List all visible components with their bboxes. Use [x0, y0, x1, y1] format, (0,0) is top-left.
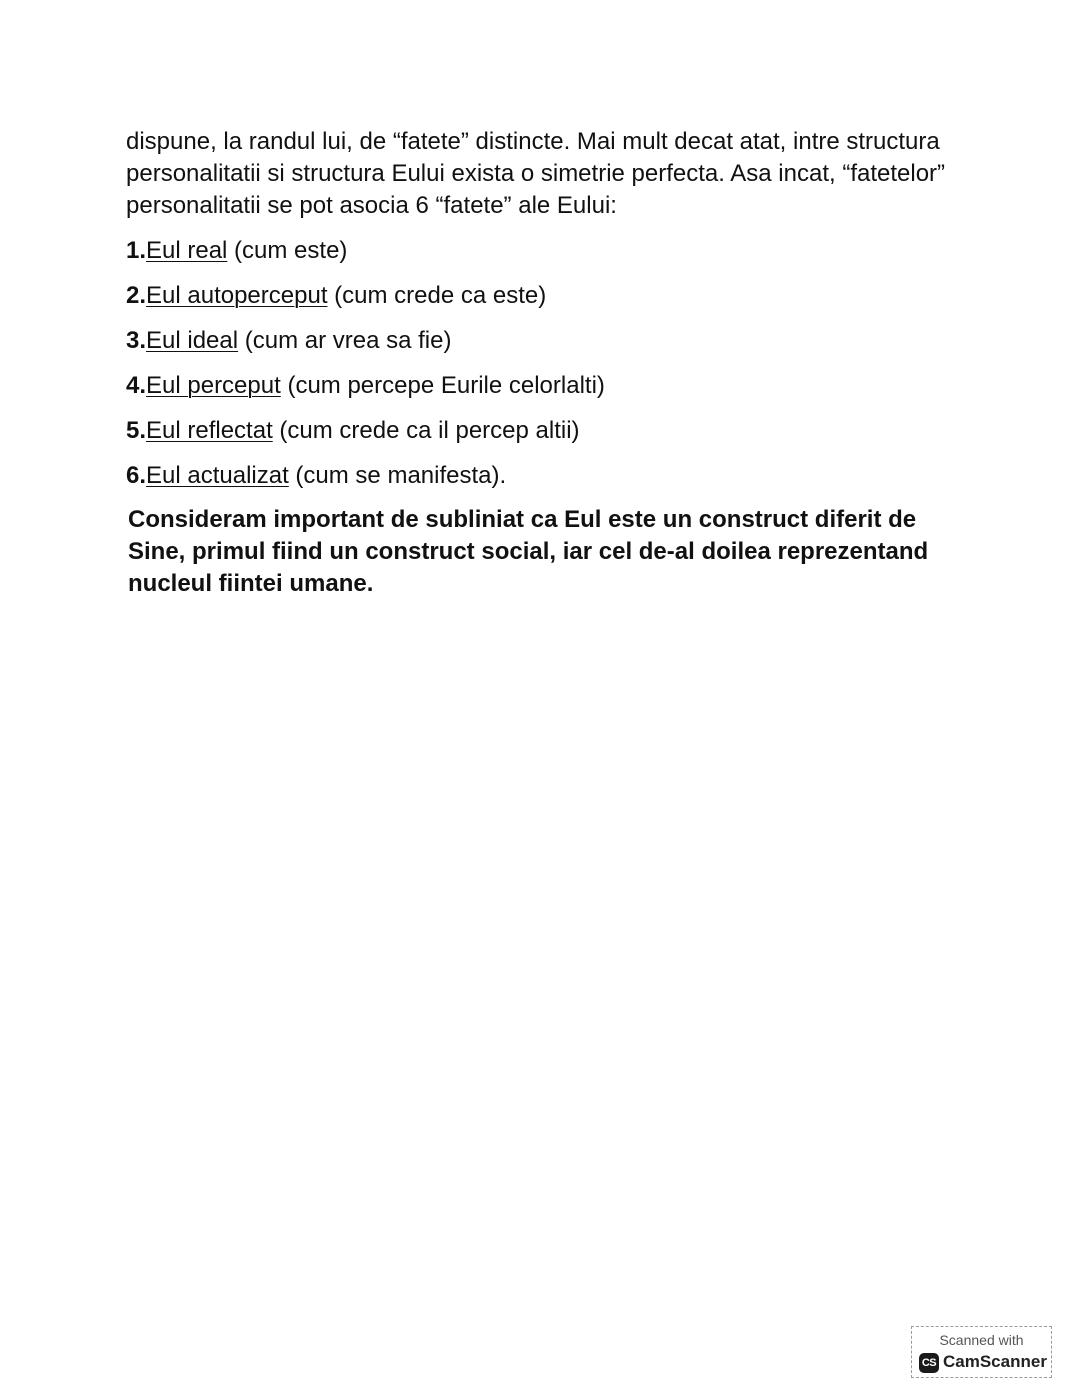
item-description: (cum se manifesta). — [288, 462, 507, 489]
item-number: 6. — [126, 462, 147, 489]
item-description: (cum este) — [227, 237, 348, 264]
item-description: (cum ar vrea sa fie) — [238, 327, 452, 354]
eul-facets-list — [126, 235, 605, 505]
item-term: Eul reflectat — [146, 417, 273, 444]
item-number: 2. — [126, 282, 147, 309]
item-term: Eul ideal — [146, 327, 239, 354]
list-item — [126, 280, 605, 325]
camscanner-watermark — [911, 1326, 1052, 1378]
item-number: 1. — [126, 237, 147, 264]
item-term: Eul real — [146, 237, 228, 264]
item-description: (cum crede ca este) — [327, 282, 547, 309]
item-term: Eul actualizat — [146, 462, 289, 489]
watermark-caption: Scanned with — [939, 1332, 1024, 1348]
item-term: Eul autoperceput — [146, 282, 328, 309]
item-term: Eul perceput — [146, 372, 281, 399]
item-description: (cum percepe Eurile celorlalti) — [280, 372, 605, 399]
camscanner-logo-icon: CS — [919, 1353, 939, 1373]
list-item — [126, 415, 605, 460]
list-item — [126, 235, 605, 280]
conclusion-paragraph: Consideram important de subliniat ca Eul este un construct diferit de Sine, primul fiind un construct social, iar cel de-al doilea reprezentand nucleul fiintei umane. — [128, 506, 929, 597]
watermark-brand: CamScanner — [943, 1352, 1047, 1371]
list-item — [126, 325, 605, 370]
item-number: 5. — [126, 417, 147, 444]
item-description: (cum crede ca il percep altii) — [272, 417, 580, 444]
list-item — [126, 460, 605, 505]
item-number: 3. — [126, 327, 147, 354]
intro-paragraph: dispune, la randul lui, de “fatete” distincte. Mai mult decat atat, intre structura personalitatii si structura Eului exista o simetrie perfecta. Asa incat, “fatetelor” personalitatii se pot asocia 6 “fatete” ale Eului: — [126, 128, 946, 219]
list-item — [126, 370, 605, 415]
item-number: 4. — [126, 372, 147, 399]
